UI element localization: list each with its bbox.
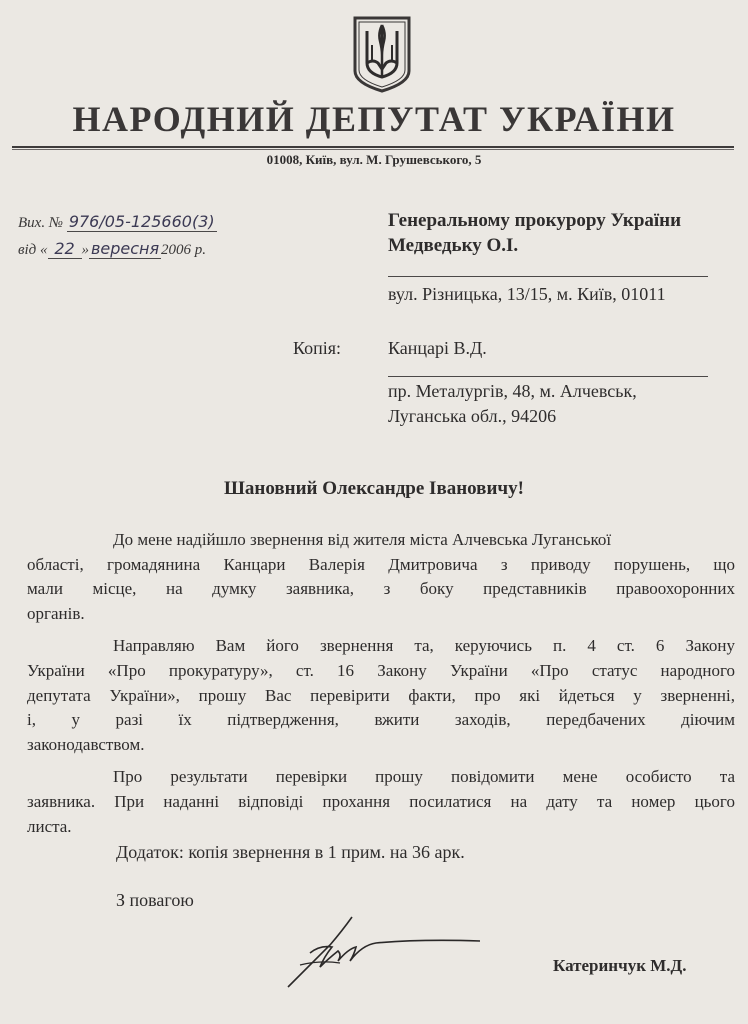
signer-name: Катеринчук М.Д. [553, 956, 687, 975]
paragraph-3 [0, 765, 748, 839]
outgoing-date [18, 239, 206, 259]
paragraph-1-line-1: До мене надійшло звернення від жителя міста Алчевська Луганської [113, 530, 612, 549]
paragraph-3-line-2: заявника. При наданні відповіді прохання посилатися на дату та номер цього [27, 791, 735, 811]
outgoing-number [18, 212, 217, 232]
date-day: 22 [48, 239, 82, 259]
copy-rule [388, 376, 708, 377]
paragraph-1 [0, 528, 748, 626]
paragraph-3-line-3: листа. [27, 816, 72, 836]
date-mid: » [81, 242, 90, 258]
paragraph-2-line-5: законодавством. [27, 734, 145, 754]
paragraph-1-line-2: області, громадянина Канцари Валерія Дмитровича з приводу порушень, що [27, 554, 735, 574]
outgoing-number-label: Вих. № [18, 215, 63, 231]
date-prefix: від « [18, 242, 48, 258]
paragraph-2-line-3: депутата України», прошу Вас перевірити факти, про які йдеться у зверненні, [27, 685, 735, 705]
salutation: Шановний Олександре Івановичу! [224, 478, 524, 499]
attachment-note: Додаток: копія звернення в 1 прим. на 36 арк. [116, 842, 465, 862]
copy-label: Копія: [293, 338, 342, 358]
addressee-line-2: Медведьку О.І. [388, 235, 519, 256]
date-year: 2006 р. [161, 242, 207, 258]
paragraph-2-line-4: і, у разі їх підтвердження, вжити заходів, передбачених діючим [27, 710, 735, 730]
addressee-rule [388, 276, 708, 277]
outgoing-number-value: 976/05-125660(3) [67, 212, 217, 232]
date-month: вересня [90, 239, 160, 258]
header-address: 01008, Київ, вул. М. Грушевського, 5 [266, 152, 482, 167]
addressee-address: вул. Різницька, 13/15, м. Київ, 01011 [388, 284, 666, 304]
signature-icon [280, 905, 490, 995]
closing: З повагою [116, 890, 194, 910]
paragraph-2-line-1: Направляю Вам його звернення та, керуючись п. 4 ст. 6 Закону [113, 636, 735, 656]
paragraph-3-line-1: Про результати перевірки прошу повідомити мене особисто та [113, 767, 735, 787]
copy-address-line-1: пр. Металургів, 48, м. Алчевськ, [388, 381, 637, 401]
header-title: НАРОДНИЙ ДЕПУТАТ УКРАЇНИ [72, 99, 676, 139]
trident-emblem-icon [351, 15, 413, 93]
paragraph-1-line-4: органів. [27, 603, 85, 623]
addressee-line-1: Генеральному прокурору України [388, 210, 682, 231]
header-divider [12, 146, 734, 150]
copy-name: Канцарі В.Д. [388, 338, 487, 358]
paragraph-2-line-2: України «Про прокуратуру», ст. 16 Закону України «Про статус народного [27, 660, 735, 680]
copy-address-line-2: Луганська обл., 94206 [388, 406, 557, 426]
paragraph-2 [0, 634, 748, 757]
paragraph-1-line-3: мали місце, на думку заявника, з боку представників правоохоронних [27, 579, 735, 599]
letter-body [0, 528, 748, 839]
